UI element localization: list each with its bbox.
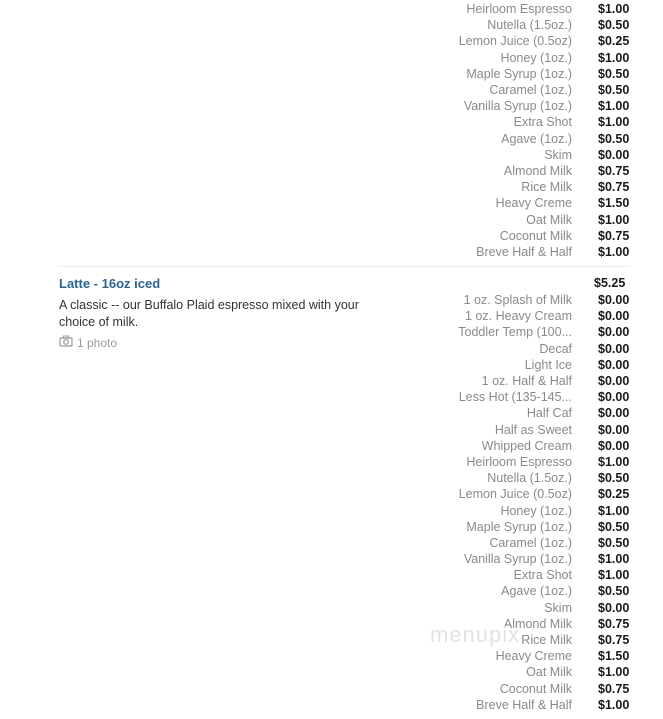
option-row: [420, 454, 630, 470]
option-price: $0.50: [598, 519, 630, 534]
option-row: [420, 405, 630, 421]
option-name: Almond Milk: [503, 163, 572, 178]
option-row: [420, 341, 630, 357]
option-name: Heavy Creme: [495, 196, 572, 211]
option-name: Oat Milk: [526, 212, 572, 227]
option-name: Oat Milk: [526, 665, 572, 680]
option-price: $0.25: [598, 34, 630, 49]
option-name: Honey (1oz.): [500, 503, 572, 518]
option-price: $0.00: [598, 438, 630, 453]
option-price: $0.00: [598, 309, 630, 324]
option-name: Skim: [544, 600, 572, 615]
option-row: [420, 519, 630, 535]
option-price: $0.75: [598, 180, 630, 195]
option-row: [420, 244, 630, 260]
option-price: $1.00: [598, 552, 630, 567]
option-price: $0.25: [598, 487, 630, 502]
option-row: [420, 147, 630, 163]
option-price: $0.00: [598, 147, 630, 162]
option-name: Skim: [544, 147, 572, 162]
option-name: Half as Sweet: [494, 422, 572, 437]
option-name: Coconut Milk: [499, 228, 572, 243]
option-row: [420, 82, 630, 98]
option-name: Toddler Temp (100...: [458, 325, 572, 340]
watermark: menupix: [430, 622, 521, 647]
option-price: $1.00: [598, 50, 630, 65]
option-name: Rice Milk: [521, 180, 572, 195]
option-price: $1.00: [598, 568, 630, 583]
latte-options-list: [420, 292, 630, 713]
option-name: Agave (1oz.): [501, 584, 572, 599]
camera-icon: [59, 335, 73, 350]
option-name: Heirloom Espresso: [466, 2, 572, 17]
option-name: Honey (1oz.): [500, 50, 572, 65]
option-price: $0.50: [598, 535, 630, 550]
option-row: [420, 33, 630, 49]
option-name: Vanilla Syrup (1oz.): [463, 552, 572, 567]
option-name: Half Caf: [526, 406, 572, 421]
option-price: $1.50: [598, 196, 630, 211]
option-name: Caramel (1oz.): [489, 83, 572, 98]
option-price: $1.00: [598, 503, 630, 518]
option-row: [420, 1, 630, 17]
option-price: $1.00: [598, 99, 630, 114]
option-price: $0.75: [598, 228, 630, 243]
option-row: [420, 308, 630, 324]
option-name: Breve Half & Half: [476, 697, 572, 712]
option-row: [420, 470, 630, 486]
option-row: [420, 438, 630, 454]
option-price: $0.00: [598, 422, 630, 437]
option-row: [420, 502, 630, 518]
option-name: Maple Syrup (1oz.): [466, 66, 572, 81]
option-row: [420, 567, 630, 583]
option-price: $0.75: [598, 616, 630, 631]
option-name: Vanilla Syrup (1oz.): [463, 99, 572, 114]
option-name: Coconut Milk: [499, 681, 572, 696]
option-name: Lemon Juice (0.5oz): [458, 34, 572, 49]
option-row: [420, 195, 630, 211]
option-name: Breve Half & Half: [476, 244, 572, 259]
option-row: [420, 50, 630, 66]
option-name: 1 oz. Heavy Cream: [465, 309, 572, 324]
option-row: [420, 535, 630, 551]
photo-count: 1 photo: [77, 335, 118, 350]
option-row: [420, 163, 630, 179]
option-price: $0.50: [598, 66, 630, 81]
option-name: Decaf: [539, 341, 572, 356]
option-row: [420, 228, 630, 244]
option-row: [420, 357, 630, 373]
menu-item-description: A classic -- our Buffalo Plaid espresso mixed with your choice of milk.: [59, 298, 359, 329]
option-price: $0.00: [598, 325, 630, 340]
option-row: [420, 697, 630, 713]
option-price: $0.75: [598, 681, 630, 696]
option-price: $0.50: [598, 471, 630, 486]
option-name: Extra Shot: [513, 568, 572, 583]
option-name: Heirloom Espresso: [466, 454, 572, 469]
option-row: [420, 681, 630, 697]
option-row: [420, 600, 630, 616]
option-price: $0.50: [598, 18, 630, 33]
option-price: $0.00: [598, 600, 630, 615]
option-row: [420, 292, 630, 308]
option-row: [420, 98, 630, 114]
option-price: $0.00: [598, 374, 630, 389]
option-price: $1.50: [598, 649, 630, 664]
option-name: Less Hot (135-145...: [458, 390, 572, 405]
option-price: $0.50: [598, 131, 630, 146]
option-price: $0.75: [598, 633, 630, 648]
option-name: Rice Milk: [521, 633, 572, 648]
option-name: Whipped Cream: [481, 438, 572, 453]
item-divider: [58, 266, 630, 267]
option-name: 1 oz. Half & Half: [481, 374, 572, 389]
option-row: [420, 486, 630, 502]
option-row: [420, 583, 630, 599]
option-row: [420, 324, 630, 340]
option-price: $1.00: [598, 244, 630, 259]
option-name: Heavy Creme: [495, 649, 572, 664]
option-row: [420, 389, 630, 405]
option-row: [420, 114, 630, 130]
option-row: [420, 131, 630, 147]
option-price: $0.50: [598, 83, 630, 98]
option-row: [420, 422, 630, 438]
menu-item-title[interactable]: Latte - 16oz iced: [59, 276, 161, 291]
option-price: $0.00: [598, 341, 630, 356]
top-options-list: [420, 1, 630, 260]
option-name: Extra Shot: [513, 115, 572, 130]
option-price: $1.00: [598, 2, 630, 17]
option-name: Caramel (1oz.): [489, 535, 572, 550]
option-row: [420, 179, 630, 195]
option-price: $0.00: [598, 390, 630, 405]
option-name: Nutella (1.5oz.): [487, 471, 572, 486]
option-row: [420, 664, 630, 680]
option-price: $0.00: [598, 406, 630, 421]
option-name: Nutella (1.5oz.): [487, 18, 572, 33]
option-name: Almond Milk: [503, 616, 572, 631]
option-price: $1.00: [598, 212, 630, 227]
option-row: [420, 211, 630, 227]
option-price: $0.00: [598, 293, 630, 308]
option-name: Lemon Juice (0.5oz): [458, 487, 572, 502]
option-name: Maple Syrup (1oz.): [466, 519, 572, 534]
option-price: $1.00: [598, 697, 630, 712]
option-row: [420, 66, 630, 82]
option-price: $1.00: [598, 115, 630, 130]
option-row: [420, 373, 630, 389]
option-name: Agave (1oz.): [501, 131, 572, 146]
menu-item-price: $5.25: [594, 276, 626, 290]
option-price: $0.00: [598, 357, 630, 372]
option-row: [420, 648, 630, 664]
option-row: [420, 17, 630, 33]
option-row: [420, 551, 630, 567]
option-price: $1.00: [598, 454, 630, 469]
photo-link[interactable]: [59, 335, 117, 350]
option-name: 1 oz. Splash of Milk: [463, 293, 572, 308]
option-price: $1.00: [598, 665, 630, 680]
option-price: $0.50: [598, 584, 630, 599]
option-name: Light Ice: [524, 357, 572, 372]
option-price: $0.75: [598, 163, 630, 178]
